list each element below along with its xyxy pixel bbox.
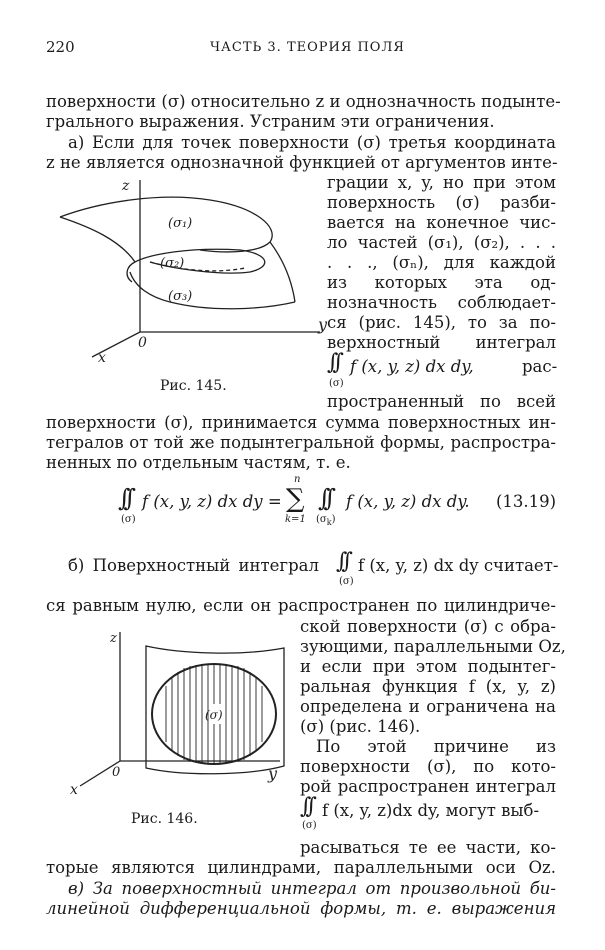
integral-subscript: (σ) <box>339 576 354 587</box>
text-line: поверхность (σ) разби- <box>327 193 556 212</box>
page-number: 220 <box>46 38 75 56</box>
surface-edge-right <box>270 242 295 302</box>
sum-sign: ∑ <box>286 484 305 514</box>
text-line: По этой причине из <box>316 737 556 756</box>
text-line: б) Поверхностный интеграл <box>68 556 319 575</box>
double-integral-sign: ∫∫ <box>336 549 347 574</box>
text-line: ральная функция f (x, y, z) <box>300 677 556 696</box>
surface-top-left <box>60 217 135 262</box>
text-line: z не является однозначной функцией от аргументов инте- <box>46 153 558 172</box>
double-integral-sign: ∫∫ <box>118 484 130 512</box>
text-line: ло частей (σ₁), (σ₂), . . . <box>327 233 556 252</box>
origin-label: 0 <box>138 335 147 351</box>
text-line: . . ., (σₙ), для каждой <box>327 253 556 272</box>
text-line: ся равным нулю, если он распространен по цилиндриче- <box>46 596 556 615</box>
text-line: пространенный по всей <box>327 392 556 411</box>
integral-subscript: (σ) <box>302 820 317 831</box>
text-line: рас- <box>522 357 558 376</box>
text-line: тегралов от той же подынтегральной формы, распростра- <box>46 433 556 452</box>
figure-145-caption: Рис. 145. <box>160 378 227 394</box>
text-line: вается на конечное чис- <box>327 213 556 232</box>
text-line: определена и ограничена на <box>300 697 556 716</box>
text-line: линейной дифференциальной формы, т. е. выражения <box>46 899 556 918</box>
integral-subscript-k: $(\sigma_k)$ <box>316 514 336 527</box>
text-line: ся (рис. 145), то за по- <box>327 313 556 332</box>
text-line: и если при этом подынтег- <box>300 657 556 676</box>
axis-label-x: x <box>98 350 106 366</box>
surface-mid <box>135 249 265 273</box>
text-line: расываться те ее части, ко- <box>300 838 556 857</box>
part-label-2: (σ₂) <box>160 256 185 271</box>
text-line: ненных по отдельным частям, т. е. <box>46 453 351 472</box>
text-line: f (x, y, z) dx dy считает- <box>358 556 559 575</box>
formula-number: (13.19) <box>496 492 557 511</box>
text-line: нозначность соблюдает- <box>327 293 556 312</box>
integral-subscript: (σ) <box>329 378 344 389</box>
figure-145 <box>40 172 330 377</box>
double-integral-sign: ∫∫ <box>318 484 330 512</box>
text-line: в) За поверхностный интеграл от произвольной би- <box>68 879 556 898</box>
text-line: зующими, параллельными Oz, <box>300 637 566 656</box>
axis-label-z: z <box>122 178 130 194</box>
formula-rhs: f (x, y, z) dx dy. <box>346 492 470 511</box>
text-line: верхностный интеграл <box>327 333 556 352</box>
text-line: поверхности (σ) относительно z и однозначность подынте- <box>46 92 561 111</box>
origin-label: 0 <box>112 765 121 780</box>
region-label: (σ) <box>205 708 223 722</box>
formula-lhs: f (x, y, z) dx dy = <box>142 492 282 511</box>
running-title: ЧАСТЬ 3. ТЕОРИЯ ПОЛЯ <box>210 40 405 55</box>
integral-subscript: (σ) <box>121 514 136 525</box>
text-line: грации x, y, но при этом <box>327 173 556 192</box>
sum-upper-limit: n <box>294 474 301 485</box>
figure-146-caption: Рис. 146. <box>131 811 198 827</box>
text-line: (σ) (рис. 146). <box>300 717 421 736</box>
part-label-1: (σ₁) <box>168 216 193 231</box>
axis-label-y: y <box>318 315 328 334</box>
axis-label-y: y <box>268 764 278 783</box>
axis-label-z: z <box>110 631 117 646</box>
text-line: грального выражения. Устраним эти ограничения. <box>46 112 495 131</box>
text-line: поверхности (σ), принимается сумма поверхностных ин- <box>46 413 556 432</box>
surface-top <box>60 197 272 252</box>
double-integral-sign: ∫∫ <box>300 794 311 819</box>
sum-lower-limit: k=1 <box>285 514 306 525</box>
part-label-3: (σ₃) <box>168 289 193 304</box>
text-line: из которых эта од- <box>327 273 556 292</box>
double-integral-sign: ∫∫ <box>327 350 338 375</box>
axis-label-x: x <box>70 782 78 798</box>
surface-bottom <box>130 272 295 309</box>
text-line: а) Если для точек поверхности (σ) третья координата <box>68 133 556 152</box>
figure-146 <box>62 626 300 806</box>
text-line: торые являются цилиндрами, параллельными оси Oz. <box>46 858 556 877</box>
text-line: рой распространен интеграл <box>300 777 556 796</box>
text-line: поверхности (σ), по кото- <box>300 757 556 776</box>
text-line: f (x, y, z)dx dy, могут выб- <box>322 801 540 820</box>
text-line: ской поверхности (σ) с обра- <box>300 617 556 636</box>
integrand: f (x, y, z) dx dy, <box>350 357 474 376</box>
